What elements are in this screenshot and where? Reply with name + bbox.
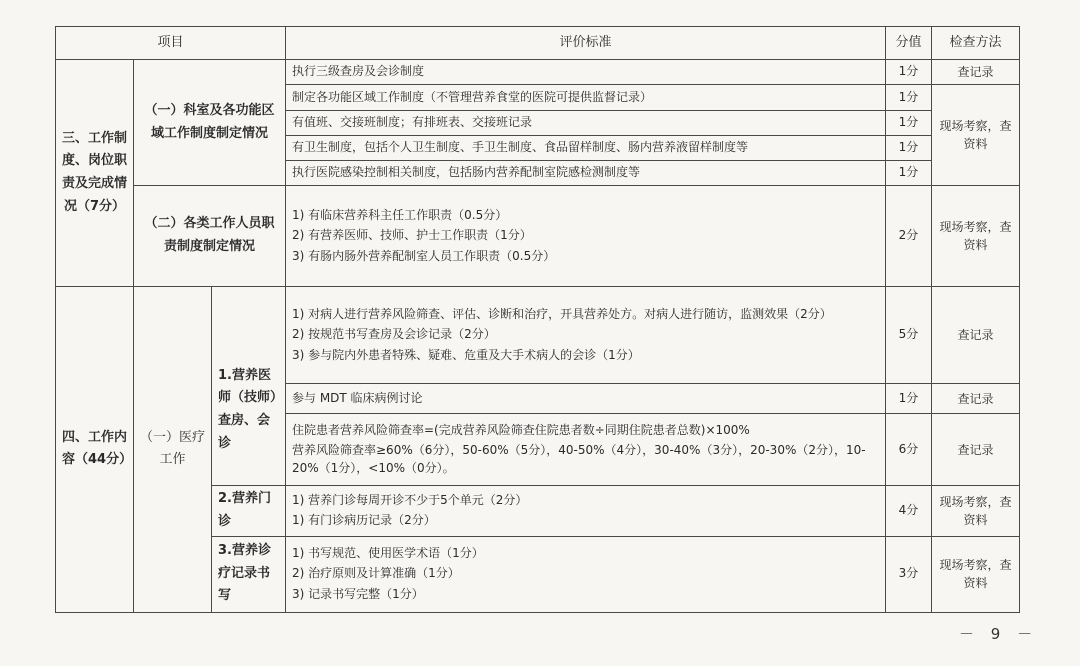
score-cell: 5分 [886,287,932,384]
criteria-cell [286,186,886,287]
evaluation-table [55,26,1020,613]
criteria-cell [286,287,886,384]
method-cell: 查记录 [932,384,1020,414]
score-cell: 6分 [886,414,932,486]
table-row [56,287,1020,384]
criteria-cell [286,536,886,612]
group-title: 1.营养医师（技师）查房、会诊 [212,287,286,486]
score-cell: 1分 [886,161,932,186]
score-cell: 1分 [886,111,932,136]
criteria-line: 营养风险筛查率≥60%（6分），50-60%（5分），40-50%（4分），30-40%（3分），20-30%（2分），10-20%（1分），<10%（0分）。 [292,443,866,475]
criteria-line: 1) 书写规范、使用医学术语（1分） [292,545,484,560]
criteria-cell: 有卫生制度，包括个人卫生制度、手卫生制度、食品留样制度、肠内营养液留样制度等 [286,136,886,161]
criteria-line: 住院患者营养风险筛查率=(完成营养风险筛查住院患者数÷同期住院患者总数)×100% [292,422,750,437]
method-cell: 现场考察，查资料 [932,186,1020,287]
criteria-line: 1) 有门诊病历记录（2分） [292,513,436,528]
criteria-cell: 执行三级查房及会诊制度 [286,60,886,85]
criteria-line: 1) 有临床营养科主任工作职责（0.5分） [292,207,508,222]
section3-sub2-title: （二）各类工作人员职责制度制定情况 [134,186,286,287]
criteria-line: 3) 参与院内外患者特殊、疑难、危重及大手术病人的会诊（1分） [292,347,640,362]
criteria-line: 3) 记录书写完整（1分） [292,586,424,601]
score-cell: 3分 [886,536,932,612]
page-number: － 9 － [959,625,1039,643]
method-cell: 查记录 [932,287,1020,384]
score-cell: 1分 [886,384,932,414]
header-item: 项目 [56,27,286,60]
section4-sub1-title: （一）医疗工作 [134,287,212,613]
header-method: 检查方法 [932,27,1020,60]
method-cell: 查记录 [932,414,1020,486]
score-cell: 2分 [886,186,932,287]
section4-title: 四、工作内容（44分） [56,287,134,613]
criteria-line: 2) 有营养医师、技师、护士工作职责（1分） [292,228,532,243]
group-title: 3.营养诊疗记录书写 [212,536,286,612]
header-criteria: 评价标准 [286,27,886,60]
header-row [56,27,1020,60]
score-cell: 1分 [886,60,932,85]
method-cell: 现场考察，查资料 [932,85,1020,186]
section3-sub1-title: （一）科室及各功能区域工作制度制定情况 [134,60,286,186]
method-cell: 现场考察，查资料 [932,486,1020,537]
criteria-cell: 有值班、交接班制度；有排班表、交接班记录 [286,111,886,136]
criteria-cell [286,414,886,486]
section3-title: 三、工作制度、岗位职责及完成情况（7分） [56,60,134,287]
criteria-line: 1) 营养门诊每周开诊不少于5个单元（2分） [292,492,528,507]
score-cell: 4分 [886,486,932,537]
score-cell: 1分 [886,136,932,161]
criteria-cell [286,486,886,537]
table-row [56,186,1020,287]
criteria-line: 2) 治疗原则及计算准确（1分） [292,566,460,581]
group-title: 2.营养门诊 [212,486,286,537]
method-cell: 查记录 [932,60,1020,85]
score-cell: 1分 [886,85,932,111]
criteria-line: 3) 有肠内肠外营养配制室人员工作职责（0.5分） [292,248,556,263]
criteria-line: 1) 对病人进行营养风险筛查、评估、诊断和治疗，开具营养处方。对病人进行随访，监测效果（2分） [292,306,832,321]
criteria-line: 2) 按规范书写查房及会诊记录（2分） [292,327,496,342]
method-cell: 现场考察，查资料 [932,536,1020,612]
criteria-cell: 制定各功能区域工作制度（不管理营养食堂的医院可提供监督记录） [286,85,886,111]
header-score: 分值 [886,27,932,60]
table-row [56,60,1020,85]
criteria-cell: 参与 MDT 临床病例讨论 [286,384,886,414]
criteria-cell: 执行医院感染控制相关制度，包括肠内营养配制室院感检测制度等 [286,161,886,186]
